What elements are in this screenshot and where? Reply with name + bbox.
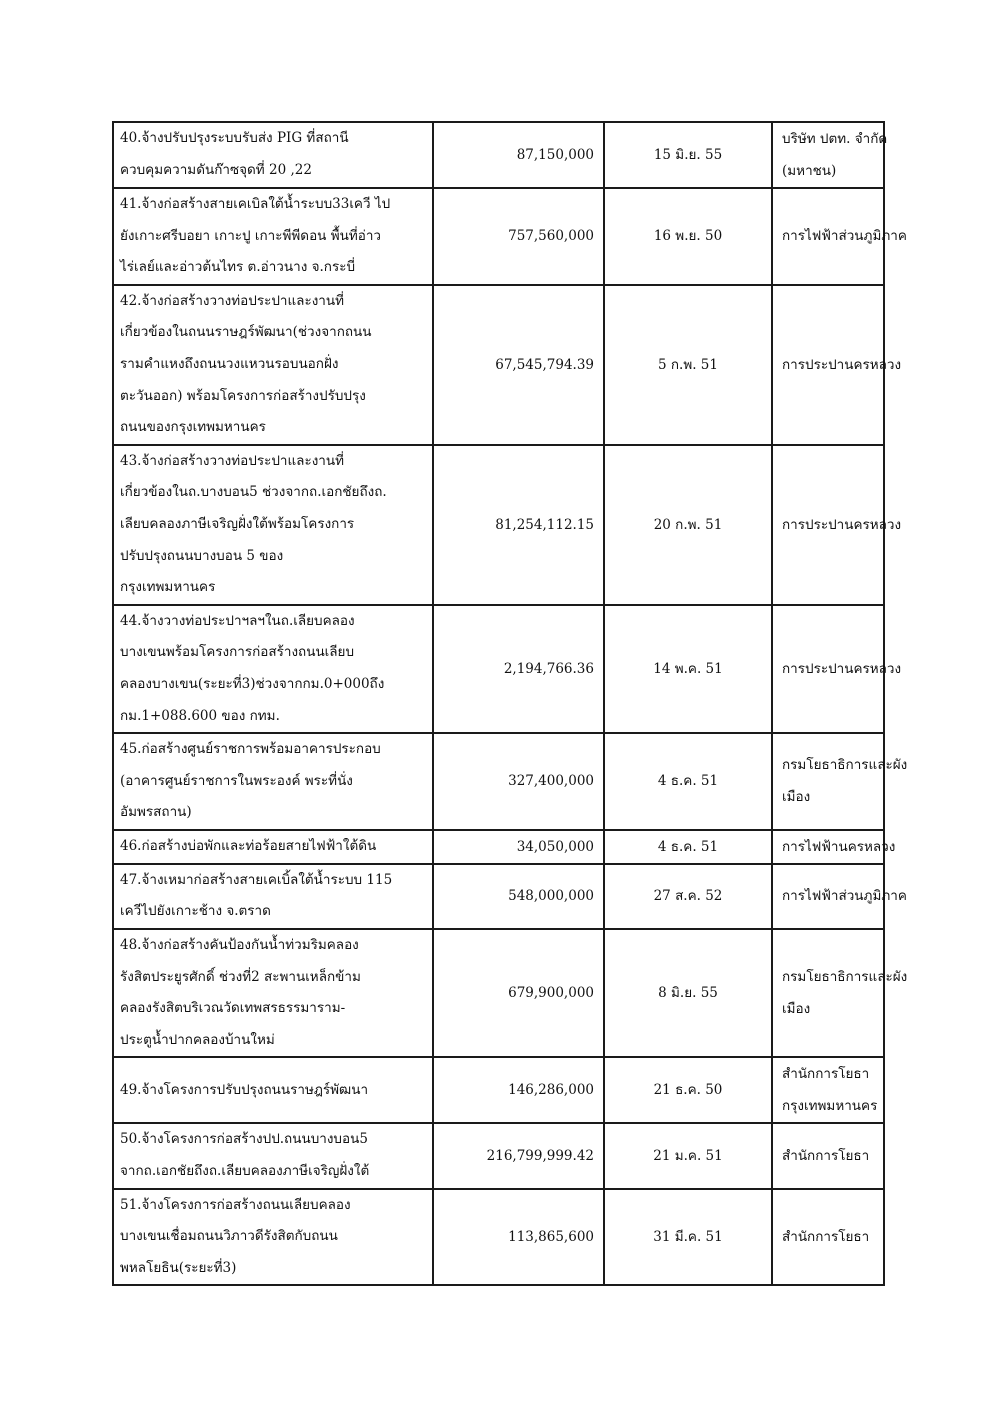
contracting-agency-line: เมือง xyxy=(782,789,811,806)
contracting-agency xyxy=(772,188,907,285)
contracting-agency xyxy=(772,929,908,1057)
contracting-agency-line: การประปานครหลวง xyxy=(782,660,902,677)
contract-date: 20 ก.พ. 51 xyxy=(604,445,772,605)
contracting-agency-line: เมือง xyxy=(782,1001,811,1018)
contracting-agency-line: สำนักการโยธา xyxy=(782,1229,870,1246)
project-description xyxy=(113,1057,433,1123)
table-row xyxy=(113,1123,884,1188)
table-row xyxy=(113,445,884,605)
contract-date: 16 พ.ย. 50 xyxy=(604,188,772,285)
contract-amount: 2,194,766.36 xyxy=(433,605,604,733)
project-description-line: 42.จ้างก่อสร้างวางท่อประปาและงานที่ xyxy=(120,292,345,309)
project-description xyxy=(113,929,433,1057)
project-description-line: 50.จ้างโครงการก่อสร้างปป.ถนนบางบอน5 xyxy=(120,1131,368,1148)
contract-amount: 81,254,112.15 xyxy=(433,445,604,605)
table-row xyxy=(113,830,884,864)
project-description-line: ควบคุมความดันก๊าซจุดที่ 20 ,22 xyxy=(120,162,312,178)
table-row xyxy=(113,605,884,733)
project-description xyxy=(113,445,433,605)
project-description-line: เกี่ยวข้องในถนนราษฎร์พัฒนา(ช่วงจากถนน xyxy=(120,324,372,341)
project-description-line: 49.จ้างโครงการปรับปรุงถนนราษฎร์พัฒนา xyxy=(120,1081,369,1098)
project-description xyxy=(113,830,433,864)
contracting-agency xyxy=(772,122,888,188)
contract-date: 4 ธ.ค. 51 xyxy=(604,830,772,864)
project-description xyxy=(113,864,433,929)
contracting-agency-line: การไฟฟ้านครหลวง xyxy=(782,838,896,855)
table-row xyxy=(113,929,884,1057)
project-description xyxy=(113,1123,433,1188)
contracting-agency-line: สำนักการโยธา xyxy=(782,1066,870,1083)
project-description-line: ตะวันออก) พร้อมโครงการก่อสร้างปรับปรุง xyxy=(120,387,366,404)
contract-date: 8 มิ.ย. 55 xyxy=(604,929,772,1057)
project-description-line: อัมพรสถาน) xyxy=(120,804,192,821)
project-description-line: รังสิตประยูรศักดิ์ ช่วงที่2 สะพานเหล็กข้าม xyxy=(120,968,361,985)
contract-amount: 87,150,000 xyxy=(433,122,604,188)
contracting-agency xyxy=(772,1123,884,1188)
contract-date: 4 ธ.ค. 51 xyxy=(604,733,772,830)
table-body xyxy=(113,122,908,1285)
table-row xyxy=(113,188,884,285)
table-row xyxy=(113,285,884,445)
project-description-line: ถนนของกรุงเทพมหานคร xyxy=(120,419,266,436)
contract-amount: 757,560,000 xyxy=(433,188,604,285)
project-description xyxy=(113,733,433,830)
project-description-line: กรุงเทพมหานคร xyxy=(120,579,216,596)
project-description-line: กม.1+088.600 ของ กทม. xyxy=(120,707,280,724)
contracting-agency-line: กรุงเทพมหานคร xyxy=(782,1098,878,1115)
contract-date: 15 มิ.ย. 55 xyxy=(604,122,772,188)
project-description-line: 46.ก่อสร้างบ่อพักและท่อร้อยสายไฟฟ้าใต้ดิน xyxy=(120,838,377,855)
table-row xyxy=(113,122,884,188)
contract-table xyxy=(112,121,908,1286)
project-description-line: คลองรังสิตบริเวณวัดเทพสรธรรมาราม- xyxy=(120,1000,346,1017)
contract-amount: 113,865,600 xyxy=(433,1189,604,1286)
contracting-agency xyxy=(772,1057,884,1123)
contracting-agency xyxy=(772,445,902,605)
project-description-line: จากถ.เอกชัยถึงถ.เลียบคลองภาษีเจริญฝั่งใต้ xyxy=(120,1163,370,1180)
contract-date: 27 ส.ค. 52 xyxy=(604,864,772,929)
project-description xyxy=(113,122,433,188)
contracting-agency-line: การไฟฟ้าส่วนภูมิภาค xyxy=(782,888,907,905)
project-description-line: ไร่เลย์และอ่าวต้นไทร ต.อ่าวนาง จ.กระบี่ xyxy=(120,259,356,276)
project-description-line: รามคำแหงถึงถนนวงแหวนรอบนอกฝั่ง xyxy=(120,355,339,372)
contracting-agency-line: สำนักการโยธา xyxy=(782,1148,870,1165)
project-description xyxy=(113,188,433,285)
project-description xyxy=(113,1189,433,1286)
project-description xyxy=(113,605,433,733)
contracting-agency-line: การประปานครหลวง xyxy=(782,356,902,373)
contract-amount: 327,400,000 xyxy=(433,733,604,830)
table-row xyxy=(113,1189,884,1286)
contract-amount: 679,900,000 xyxy=(433,929,604,1057)
contracting-agency-line: กรมโยธาธิการและผัง xyxy=(782,969,908,986)
contract-amount: 216,799,999.42 xyxy=(433,1123,604,1188)
project-description-line: ปรับปรุงถนนบางบอน 5 ของ xyxy=(120,547,284,564)
contracting-agency xyxy=(772,733,908,830)
project-description xyxy=(113,285,433,445)
contract-amount: 34,050,000 xyxy=(433,830,604,864)
project-description-line: 43.จ้างก่อสร้างวางท่อประปาและงานที่ xyxy=(120,452,345,469)
table-row xyxy=(113,733,884,830)
contracting-agency xyxy=(772,1189,884,1286)
contracting-agency xyxy=(772,830,896,864)
contracting-agency-line: บริษัท ปตท. จำกัด xyxy=(782,131,888,147)
project-description-line: เควีไปยังเกาะช้าง จ.ตราด xyxy=(120,903,271,920)
contract-date: 14 พ.ค. 51 xyxy=(604,605,772,733)
contract-date: 21 ม.ค. 51 xyxy=(604,1123,772,1188)
contract-amount: 67,545,794.39 xyxy=(433,285,604,445)
contract-amount: 146,286,000 xyxy=(433,1057,604,1123)
project-description-line: 47.จ้างเหมาก่อสร้างสายเคเบิ้ลใต้น้ำระบบ 115 xyxy=(120,871,393,888)
project-description-line: เลียบคลองภาษีเจริญฝั่งใต้พร้อมโครงการ xyxy=(120,515,355,532)
project-description-line: 40.จ้างปรับปรุงระบบรับส่ง PIG ที่สถานี xyxy=(120,130,349,147)
project-description-line: บางเขนเชื่อมถนนวิภาวดีรังสิตกับถนน xyxy=(120,1228,338,1245)
contract-date: 31 มี.ค. 51 xyxy=(604,1189,772,1286)
contracting-agency-line: (มหาชน) xyxy=(782,163,837,179)
project-description-line: คลองบางเขน(ระยะที่3)ช่วงจากกม.0+000ถึง xyxy=(120,675,385,692)
contracting-agency xyxy=(772,605,902,733)
project-description-line: 51.จ้างโครงการก่อสร้างถนนเลียบคลอง xyxy=(120,1196,351,1213)
contracting-agency-line: กรมโยธาธิการและผัง xyxy=(782,757,908,774)
table-row xyxy=(113,864,884,929)
table-row xyxy=(113,1057,884,1123)
contract-amount: 548,000,000 xyxy=(433,864,604,929)
contracting-agency-line: การไฟฟ้าส่วนภูมิภาค xyxy=(782,228,907,245)
contracting-agency xyxy=(772,864,907,929)
project-description-line: (อาคารศูนย์ราชการในพระองค์ พระที่นั่ง xyxy=(120,772,353,789)
project-description-line: ประตูน้ำปากคลองบ้านใหม่ xyxy=(120,1031,275,1048)
project-description-line: 48.จ้างก่อสร้างคันป้องกันน้ำท่วมริมคลอง xyxy=(120,937,359,954)
project-description-line: พหลโยธิน(ระยะที่3) xyxy=(120,1259,237,1276)
project-description-line: เกี่ยวข้องในถ.บางบอน5 ช่วงจากถ.เอกชัยถึงถ. xyxy=(120,484,387,501)
contract-date: 5 ก.พ. 51 xyxy=(604,285,772,445)
project-description-line: บางเขนพร้อมโครงการก่อสร้างถนนเลียบ xyxy=(120,644,355,661)
contract-date: 21 ธ.ค. 50 xyxy=(604,1057,772,1123)
project-description-line: 44.จ้างวางท่อประปาฯลฯในถ.เลียบคลอง xyxy=(120,612,355,629)
project-description-line: 41.จ้างก่อสร้างสายเคเบิลใต้น้ำระบบ33เควี ไป xyxy=(120,196,391,212)
project-description-line: ยังเกาะศรีบอยา เกาะปู เกาะพีพีดอน พื้นที่อ่าว xyxy=(120,227,381,244)
contracting-agency-line: การประปานครหลวง xyxy=(782,516,902,533)
project-description-line: 45.ก่อสร้างศูนย์ราชการพร้อมอาคารประกอบ xyxy=(120,741,381,758)
contracting-agency xyxy=(772,285,902,445)
